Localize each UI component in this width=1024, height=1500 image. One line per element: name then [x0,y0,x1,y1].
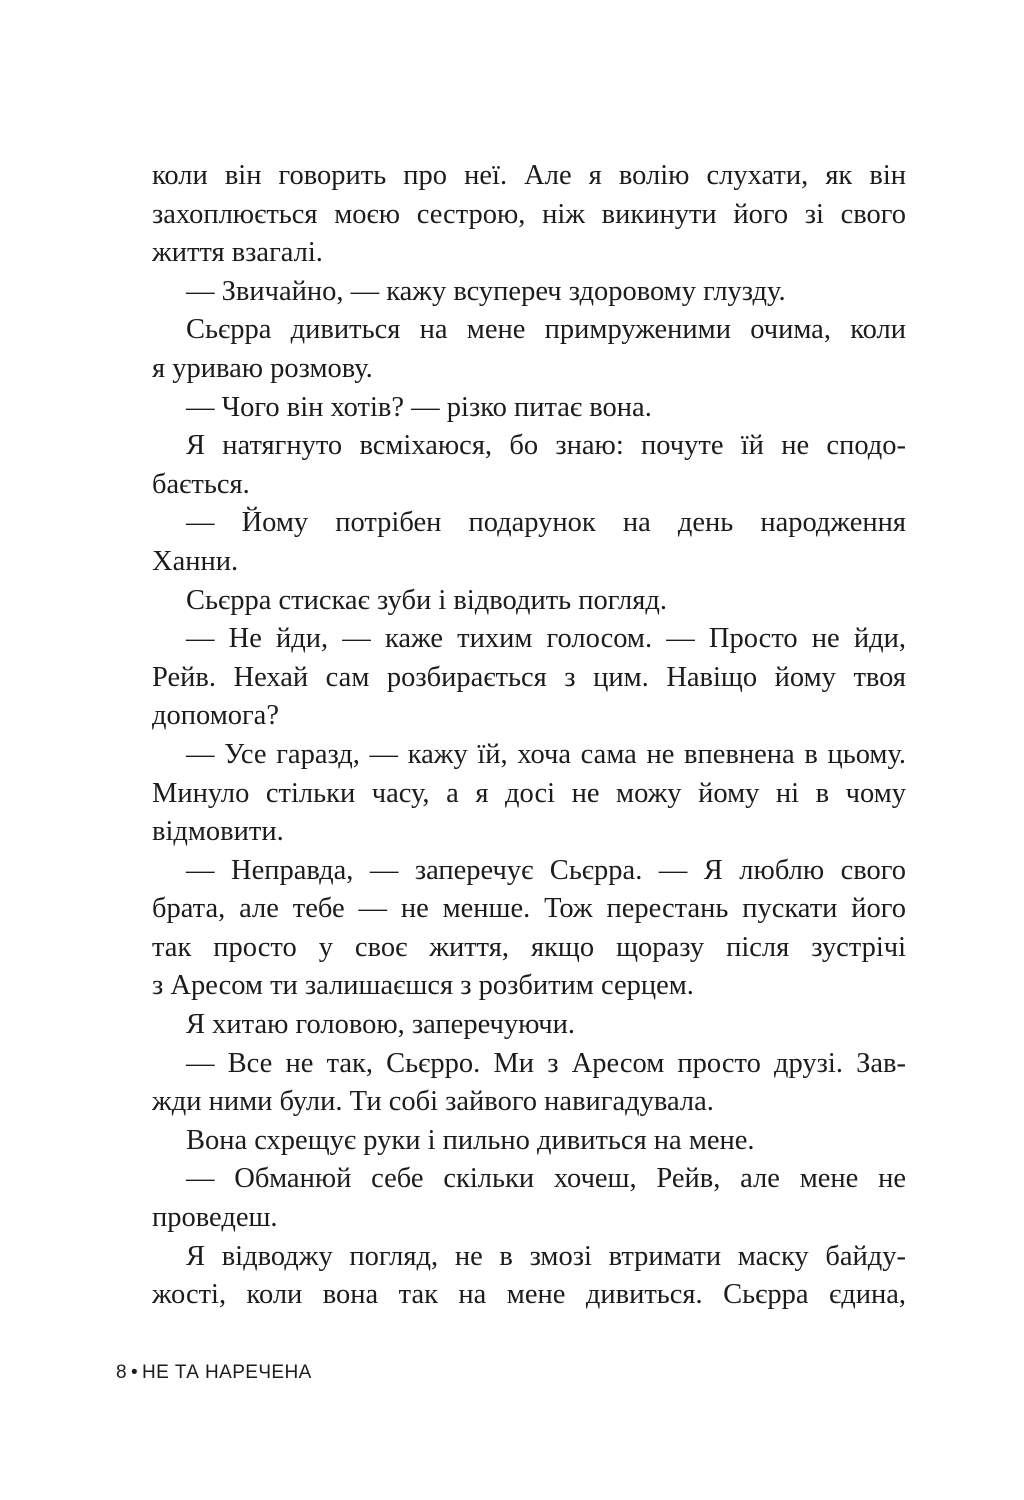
text-line: Минуло стільки часу, а я досі не можу йому ні в чому [152,777,906,809]
book-title: НЕ ТА НАРЕЧЕНА [142,1362,312,1383]
text-line: Сьєрра дивиться на мене примруженими очима, коли [186,314,906,346]
page-footer [116,1362,312,1384]
text-line: — Йому потрібен подарунок на день народження [186,507,906,539]
text-line: жості, коли вона так на мене дивиться. Сьєрра єдина, [152,1279,906,1311]
text-line: жди ними були. Ти собі зайвого навигадувала. [152,1086,714,1118]
text-line: Я хитаю головою, заперечуючи. [186,1009,576,1041]
text-line: відмовити. [152,816,284,848]
text-line: — Усе гаразд, — кажу їй, хоча сама не впевнена в цьому. [186,738,906,770]
text-line: так просто у своє життя, якщо щоразу після зустрічі [152,931,906,963]
text-line: Я натягнуто всміхаюся, бо знаю: почуте їй не сподо- [186,430,906,462]
text-line: брата, але тебе — не менше. Тож перестань пускати його [152,893,906,925]
text-line: з Аресом ти залишаєшся з розбитим серцем. [152,970,694,1002]
text-line: — Обманюй себе скільки хочеш, Рейв, але мене не [186,1163,906,1195]
text-line: життя взагалі. [152,237,323,269]
text-line: захоплюється моєю сестрою, ніж викинути його зі свого [152,198,906,230]
text-line: — Звичайно, — кажу всупереч здоровому глузду. [186,275,786,307]
text-line: Сьєрра стискає зуби і відводить погляд. [186,584,667,616]
text-line: — Чого він хотів? — різко питає вона. [186,391,652,423]
page-number: 8 [116,1362,127,1383]
text-line: Рейв. Нехай сам розбирається з цим. Навіщо йому твоя [152,661,906,693]
text-line: — Все не так, Сьєрро. Ми з Аресом просто друзі. Зав- [186,1047,906,1079]
text-line: — Не йди, — каже тихим голосом. — Просто не йди, [186,623,906,655]
text-line: Ханни. [152,545,239,577]
text-line: Вона схрещує руки і пильно дивиться на мене. [186,1124,755,1156]
text-line: — Неправда, — заперечує Сьєрра. — Я люблю свого [186,854,906,886]
text-line: коли він говорить про неї. Але я волію слухати, як він [152,160,906,191]
page-body-text [152,157,906,1315]
text-line: я уриваю розмову. [152,352,373,384]
text-line: допомога? [152,700,279,732]
text-line: Я відводжу погляд, не в змозі втримати маску байду- [186,1240,906,1272]
text-line: бається. [152,468,250,500]
footer-separator: • [130,1362,139,1383]
text-line: проведеш. [152,1202,278,1234]
